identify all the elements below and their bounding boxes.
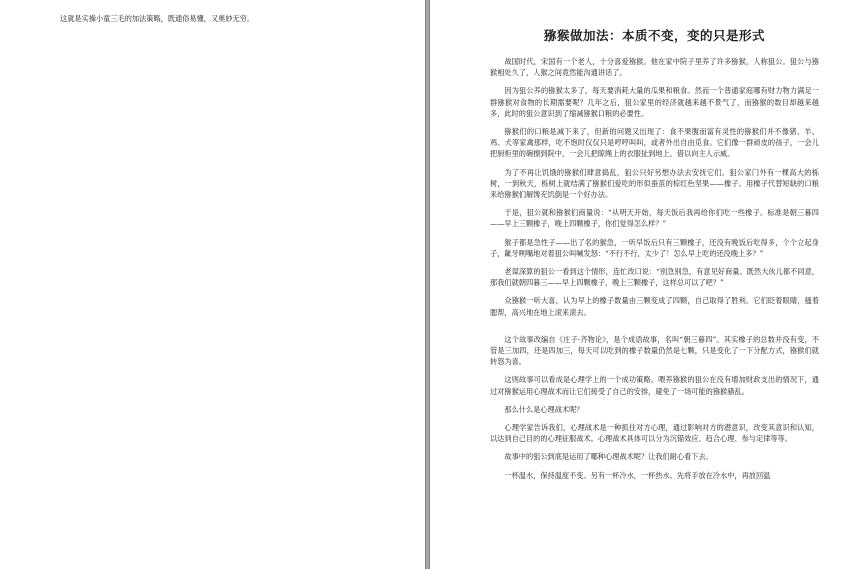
paragraph: 这个故事改编自《庄子·齐物论》，是个成语故事，名叫“朝三暮四”。其实橡子的总数并没有变，不管是三加四，还是四加三，每天可以吃到的橡子数量仍然是七颗，只是变化了一下分配方式，猕猴们就转怒为喜。 xyxy=(490,334,819,367)
paragraph: 为了不再让饥饿的猕猴们肆意捣乱，狙公只好另想办法去安抚它们。狙公家门外有一棵高大的栎树，一到秋天，栎树上就结满了猕猴们爱吃的形似蚕茧的棕红色坚果——橡子。用橡子代替短缺的口粮来给猕猴们解馋充饥倒是一个好办法。 xyxy=(490,167,819,200)
paragraph: 于是，狙公就和猕猴们商量说：“从明天开始，每天饭后我再给你们吃一些橡子。标准是朝三暮四——早上三颗橡子，晚上四颗橡子，你们觉得怎么样？” xyxy=(490,208,819,229)
right-page xyxy=(430,0,859,569)
paragraph: 心理学家告诉我们，心理战术是一种抓住对方心理，通过影响对方的潜意识，改变其意识和认知，以达到自己目的的心理征服战术。心理战术具体可以分为沉锚效应、趋合心理、参与定律等等。 xyxy=(490,423,819,444)
paragraph: 因为狙公养的猕猴太多了，每天要消耗大量的瓜果和粮食。然而一个普通家庭哪有财力物力满足一群猕猴对食物的长期需要呢？几年之后，狙公家里的经济就越来越不景气了，而猕猴的数目却越来越多，此时的狙公意识到了缩减猕猴口粮的必要性。 xyxy=(490,86,819,118)
paragraph: 猴子都是急性子——出了名的猴急，一听早饭后只有三颗橡子，还没有晚饭后吃得多，个个立起身子，龇牙咧嘴地对着狙公叫喊发怒：“不行不行，太少了！怎么早上吃的还没晚上多？” xyxy=(490,237,819,258)
paragraph: 老谋深算的狙公一看到这个情形，连忙改口说：“别急别急，有意见好商量。既然大伙儿都不同意，那我们就朝四暮三——早上四颗橡子，晚上三颗橡子，这样总可以了吧？” xyxy=(490,267,819,288)
paragraph: 这则故事可以看成是心理学上的一个成功策略。喂养猕猴的狙公在没有增加财政支出的情况下，通过对猕猴运用心理战术而让它们接受了自己的安排，避免了一场可能的猕猴骚乱。 xyxy=(490,375,819,396)
paragraph: 故事中的狙公到底是运用了哪种心理战术呢？让我们耐心看下去。 xyxy=(504,452,713,462)
paragraph: 猕猴们的口粮是减下来了，但新的问题又出现了：食不果腹而富有灵性的猕猴们并不像猪、羊、鸡、犬等家禽那样，吃不饱时仅仅只是哼哼叫叫，或者外出自由觅食。它们像一群顽皮的孩子，一会儿把厨柜里的碗擦到院中，一会儿把晾绳上的衣服扯到地上，借以向主人示威。 xyxy=(490,127,819,159)
left-page-text: 这就是实操小童三毛的加法策略，既通俗易懂，又奥妙无穷。 xyxy=(60,14,255,23)
paragraph: 战国时代，宋国有一个老人，十分喜爱猕猴。他在家中院子里养了许多猕猴，人称狙公。狙公与猕猴相处久了，人猴之间竟然能沟通讲话了。 xyxy=(490,57,819,78)
paragraph: 一杯温水，保持温度不变。另有一杯冷水，一杯热水。先将手放在冷水中，再放回温 xyxy=(504,470,771,480)
chapter-title: 猕猴做加法：本质不变，变的只是形式 xyxy=(543,28,765,43)
paragraph: 那么什么是心理战术呢？ xyxy=(504,404,584,414)
paragraph: 众猕猴一听大喜，认为早上的橡子数量由三颗变成了四颗，自己取得了胜利。它们眨着眼睛，搔着腮帮，高兴地在地上滚来滚去。 xyxy=(490,296,819,317)
left-page xyxy=(0,0,425,569)
